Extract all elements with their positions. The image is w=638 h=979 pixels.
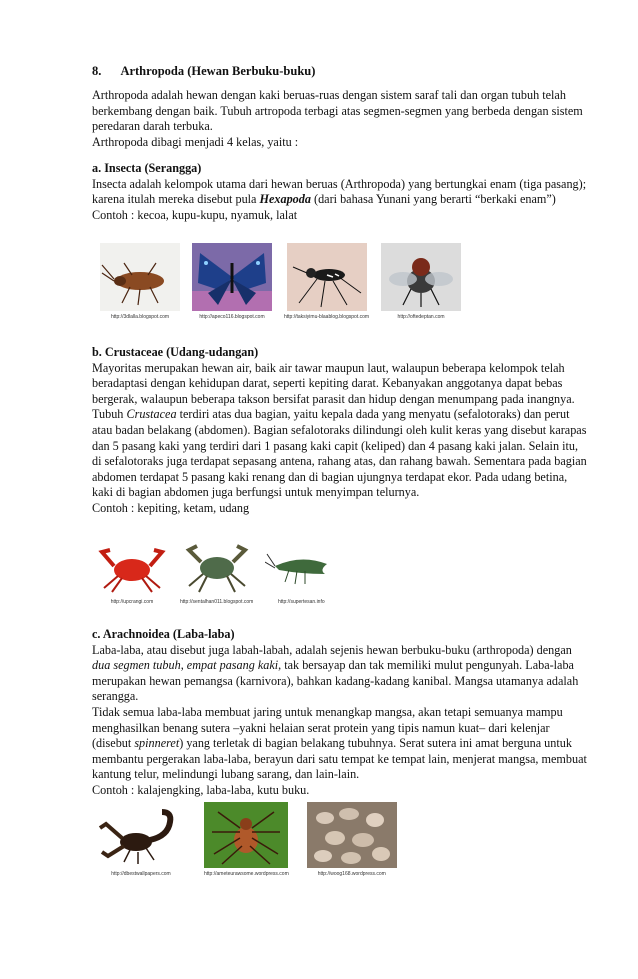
section-number: 8. (92, 64, 102, 78)
scorpion-photo (96, 802, 186, 877)
crustacea-term: Crustacea (126, 407, 177, 422)
spinneret-term: spinneret (134, 736, 180, 751)
photo-caption: http://sentalhan011.blogspot.com (180, 599, 254, 605)
photo-caption: http://dbestwallpapers.com (111, 871, 171, 877)
arachnoidea-section (92, 627, 588, 799)
crustaceae-text-2: Tubuh Crustacea terdiri atas dua bagian, yaitu kepala dada yang menyatu (sefalotoraks) dan perut atau badan belakang (abdomen). Bagian sefalotoraks dilindungi oleh kulit keras yang disebut karapas dan 5 pasang kaki yang terdiri dari 1 pasang kaki capit (keliped) dan 4 pasang kaki jalan. Selain itu, di sefalotoraks juga terdapat sepasang antena, rahang atas, dan rahang bawah. Sementara pada bagian abdomen terdapat 5 pasang kaki renang dan di bagian ujungnya terdapat ekor. Pada udang betina, kaki di bagian abdomen juga berfungsi untuk menyimpan telurnya. (92, 407, 587, 500)
crustaceae-section (92, 345, 588, 517)
arachnoidea-text-1: Laba-laba, atau disebut juga labah-labah, adalah sejenis hewan berbuku-buku (arthropoda) dengan dua segmen tubuh, empat pasang kaki, tak bersayap dan tak memiliki mulut pengunyah. Laba-laba merupakan hewan pemangsa (karnivora), bahkan kadang-kadang kanibal. Mangsa utamanya adalah serangga. (92, 642, 579, 704)
arachnoidea-photo-row (96, 802, 409, 877)
crustaceae-text-1: Mayoritas merupakan hewan air, baik air tawar maupun laut, walaupun beberapa kelompok telah beradaptasi dengan kehidupan darat, seperti kepiting darat. Kebanyakan anggotanya dapat bebas bergerak, walaupun beberapa takson bersifat parasit dan hidup dengan menumpang pada inangnya. (92, 360, 575, 406)
insecta-photo-row (100, 243, 473, 320)
shrimp-photo (265, 540, 337, 605)
fly-photo (381, 243, 461, 320)
photo-caption: http://woog168.wordpress.com (317, 871, 386, 877)
crustaceae-photo-row (96, 540, 349, 605)
booklice-photo (307, 802, 397, 877)
cockroach-photo (100, 243, 180, 320)
photo-caption: http://oftedeptan.com (397, 314, 445, 320)
spider-photo (204, 802, 289, 877)
photo-caption: http://3dlalla.blogspot.com (110, 314, 170, 320)
arachnoidea-title: c. Arachnoidea (Laba-laba) (92, 627, 235, 641)
section-title: Arthropoda (Hewan Berbuku-buku) (120, 64, 316, 78)
crustaceae-example: Contoh : kepiting, ketam, udang (92, 500, 250, 515)
arachnoidea-text-2: Tidak semua laba-laba membuat jaring untuk menangkap mangsa, akan tetapi semuanya mampu menghasilkan benang sutera –yakni helaian serat protein yang tipis namun kuat– dari kelenjar (disebut spinneret) yang terletak di bagian belakang tubuhnya. Serat sutera ini amat berguna untuk membantu pergerakan laba-laba, berayun dari satu tempat ke tempat lain, menjerat mangsa, membuat kantung telur, melindungi lubang sarang, dan lain-lain. (92, 704, 587, 782)
mud-crab-photo (180, 540, 253, 605)
insecta-title: a. Insecta (Serangga) (92, 161, 202, 175)
intro-classes-text: Arthropoda dibagi menjadi 4 kelas, yaitu : (92, 134, 299, 149)
photo-caption: http://taksiyimu-blaablog.blogspot.com (284, 314, 370, 320)
butterfly-photo (192, 243, 272, 320)
hexapoda-term: Hexapoda (259, 192, 311, 207)
photo-caption: http://supertesan.info (277, 599, 325, 605)
photo-caption: http://ameteurawsome.wordpress.com (204, 871, 289, 877)
intro-paragraph (92, 88, 588, 150)
intro-text: Arthropoda adalah hewan dengan kaki beruas-ruas dengan sistem saraf tali dan organ tubuh telah berkembang dengan baik. Tubuh artropoda terbagi atas segmen-segmen yang berbeda dengan sistem peredaran darah terbuka. (92, 88, 583, 134)
crab-photo (96, 540, 168, 605)
insecta-text: Insecta adalah kelompok utama dari hewan beruas (Arthropoda) yang bertungkai enam (tiga pasang); karena itulah mereka disebut pula Hexapoda (dari bahasa Yunani yang berarti “berkaki enam”) (92, 176, 587, 207)
photo-caption: http://apeco116.blogspot.com (199, 314, 265, 320)
crustaceae-title: b. Crustaceae (Udang-udangan) (92, 345, 259, 359)
mosquito-photo (284, 243, 369, 320)
photo-caption: http://upcrangi.com (110, 599, 154, 605)
insecta-example: Contoh : kecoa, kupu-kupu, nyamuk, lalat (92, 207, 298, 222)
arachnoidea-example: Contoh : kalajengking, laba-laba, kutu buku. (92, 782, 310, 797)
insecta-section (92, 161, 588, 223)
section-heading (92, 64, 315, 79)
